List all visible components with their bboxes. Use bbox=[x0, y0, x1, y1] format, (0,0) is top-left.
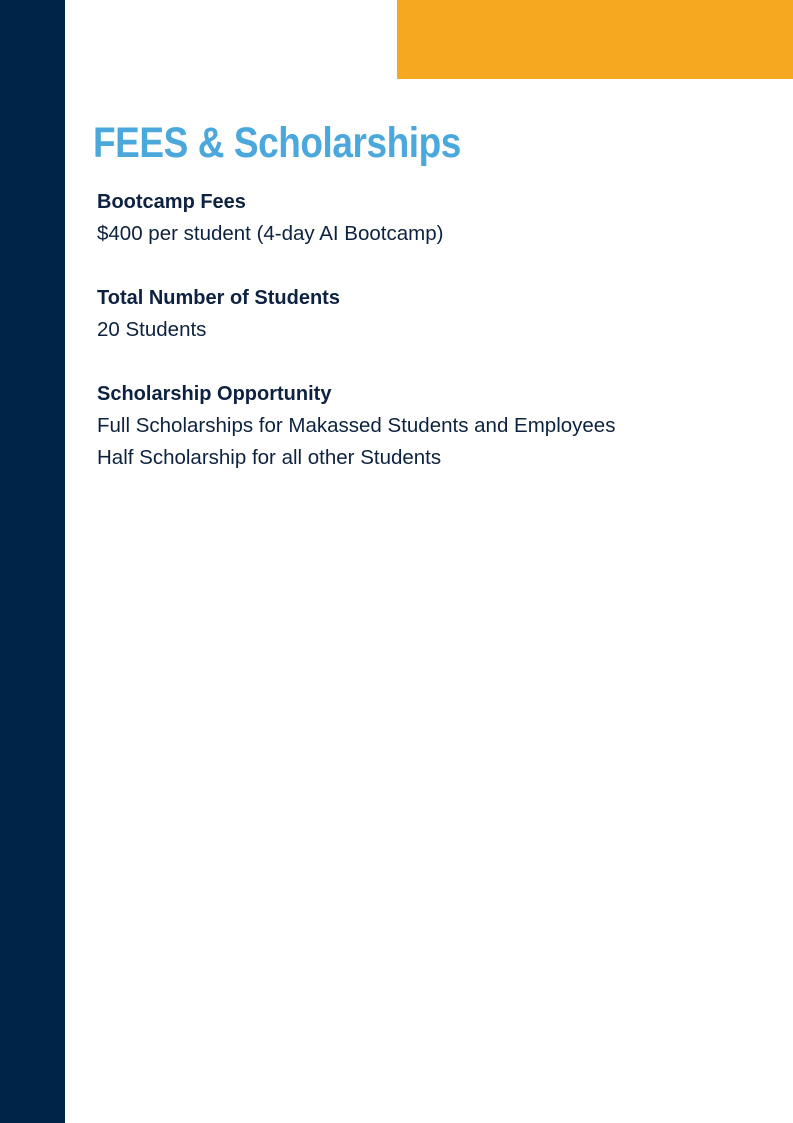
content bbox=[97, 186, 777, 506]
section-text: 20 Students bbox=[97, 318, 207, 341]
section-text: Full Scholarships for Makassed Students and Employees bbox=[97, 414, 616, 437]
section-scholarship-opportunity bbox=[97, 378, 777, 474]
section-heading: Bootcamp Fees bbox=[97, 191, 246, 213]
top-accent-bar bbox=[397, 0, 793, 79]
section-heading: Total Number of Students bbox=[97, 287, 340, 309]
section-text: $400 per student (4-day AI Bootcamp) bbox=[97, 222, 444, 245]
section-text: Half Scholarship for all other Students bbox=[97, 446, 442, 469]
section-bootcamp-fees bbox=[97, 186, 777, 250]
left-side-bar bbox=[0, 0, 65, 1123]
section-total-students bbox=[97, 282, 777, 346]
section-heading: Scholarship Opportunity bbox=[97, 383, 332, 405]
page-title: FEES & Scholarships bbox=[93, 119, 461, 167]
